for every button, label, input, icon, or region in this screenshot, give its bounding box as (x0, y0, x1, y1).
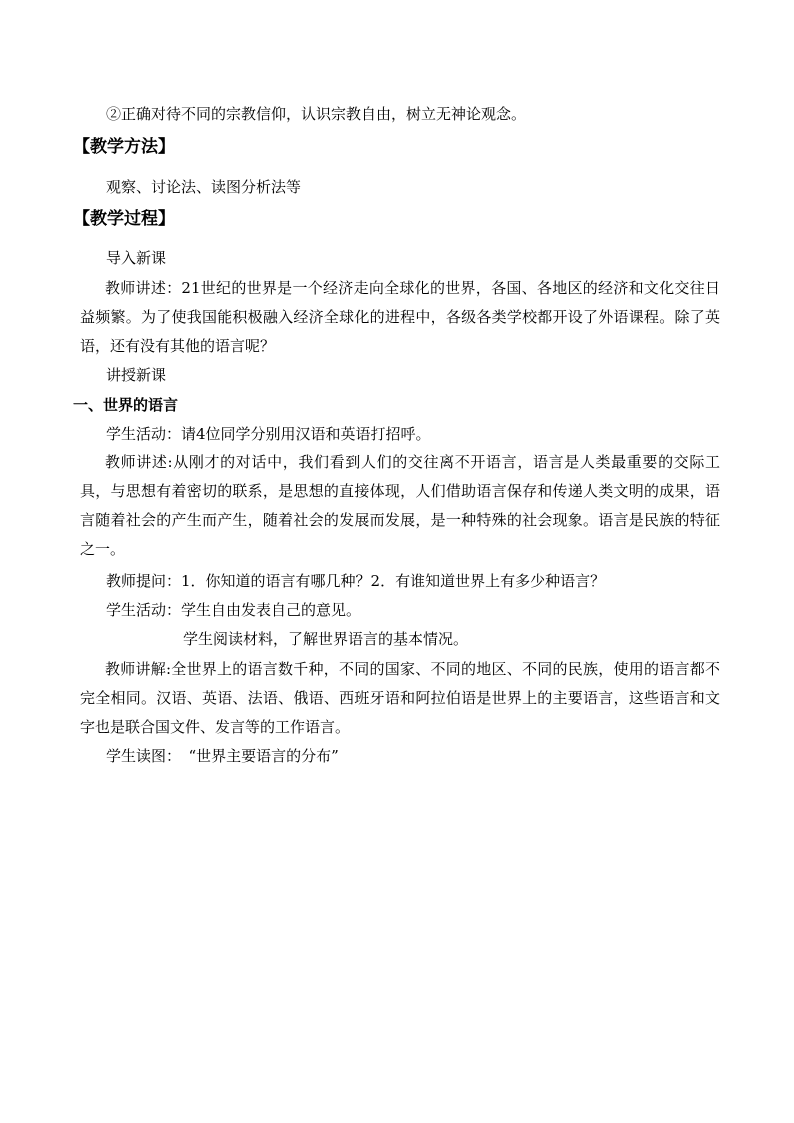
student-activity-2: 学生活动：学生自由发表自己的意见。 (106, 601, 362, 619)
section-1-heading: 一、世界的语言 (73, 396, 179, 414)
teacher-explain: 教师讲解:全世界上的语言数千种，不同的国家、不同的地区、不同的民族，使用的语言都不完全相同。汉语、英语、法语、俄语、西班牙语和阿拉伯语是世界上的主要语言，这些语言和文字也是联合国文件、发言等的工作语言。 (80, 660, 720, 736)
new-lesson-label: 讲授新课 (106, 366, 167, 384)
intro-label: 导入新课 (106, 249, 167, 267)
student-activity-1: 学生活动：请4位同学分别用汉语和英语打招呼。 (106, 425, 431, 443)
process-heading: 【教学过程】 (73, 209, 175, 229)
teacher-question: 教师提问：1．你知道的语言有哪几种？2．有谁知道世界上有多少种语言？ (106, 572, 606, 590)
student-map-reading: 学生读图： “世界主要语言的分布” (106, 747, 339, 765)
methods-text: 观察、讨论法、读图分析法等 (106, 178, 302, 196)
student-activity-2b: 学生阅读材料，了解世界语言的基本情况。 (183, 630, 469, 648)
teacher-talk-1: 教师讲述：21世纪的世界是一个经济走向全球化的世界，各国、各地区的经济和文化交往日益频繁。为了使我国能积极融入经济全球化的进程中，各级各类学校都开设了外语课程。除了英语，还有没有其他的语言呢？ (80, 279, 720, 355)
methods-heading: 【教学方法】 (73, 137, 175, 157)
objective-2-text: ②正确对待不同的宗教信仰，认识宗教自由，树立无神论观念。 (106, 105, 527, 123)
teacher-talk-2: 教师讲述:从刚才的对话中，我们看到人们的交往离不开语言，语言是人类最重要的交际工具，与思想有着密切的联系，是思想的直接体现，人们借助语言保存和传递人类文明的成果，语言随着社会的产生而产生，随着社会的发展而发展，是一种特殊的社会现象。语言是民族的特征之一。 (80, 453, 720, 558)
